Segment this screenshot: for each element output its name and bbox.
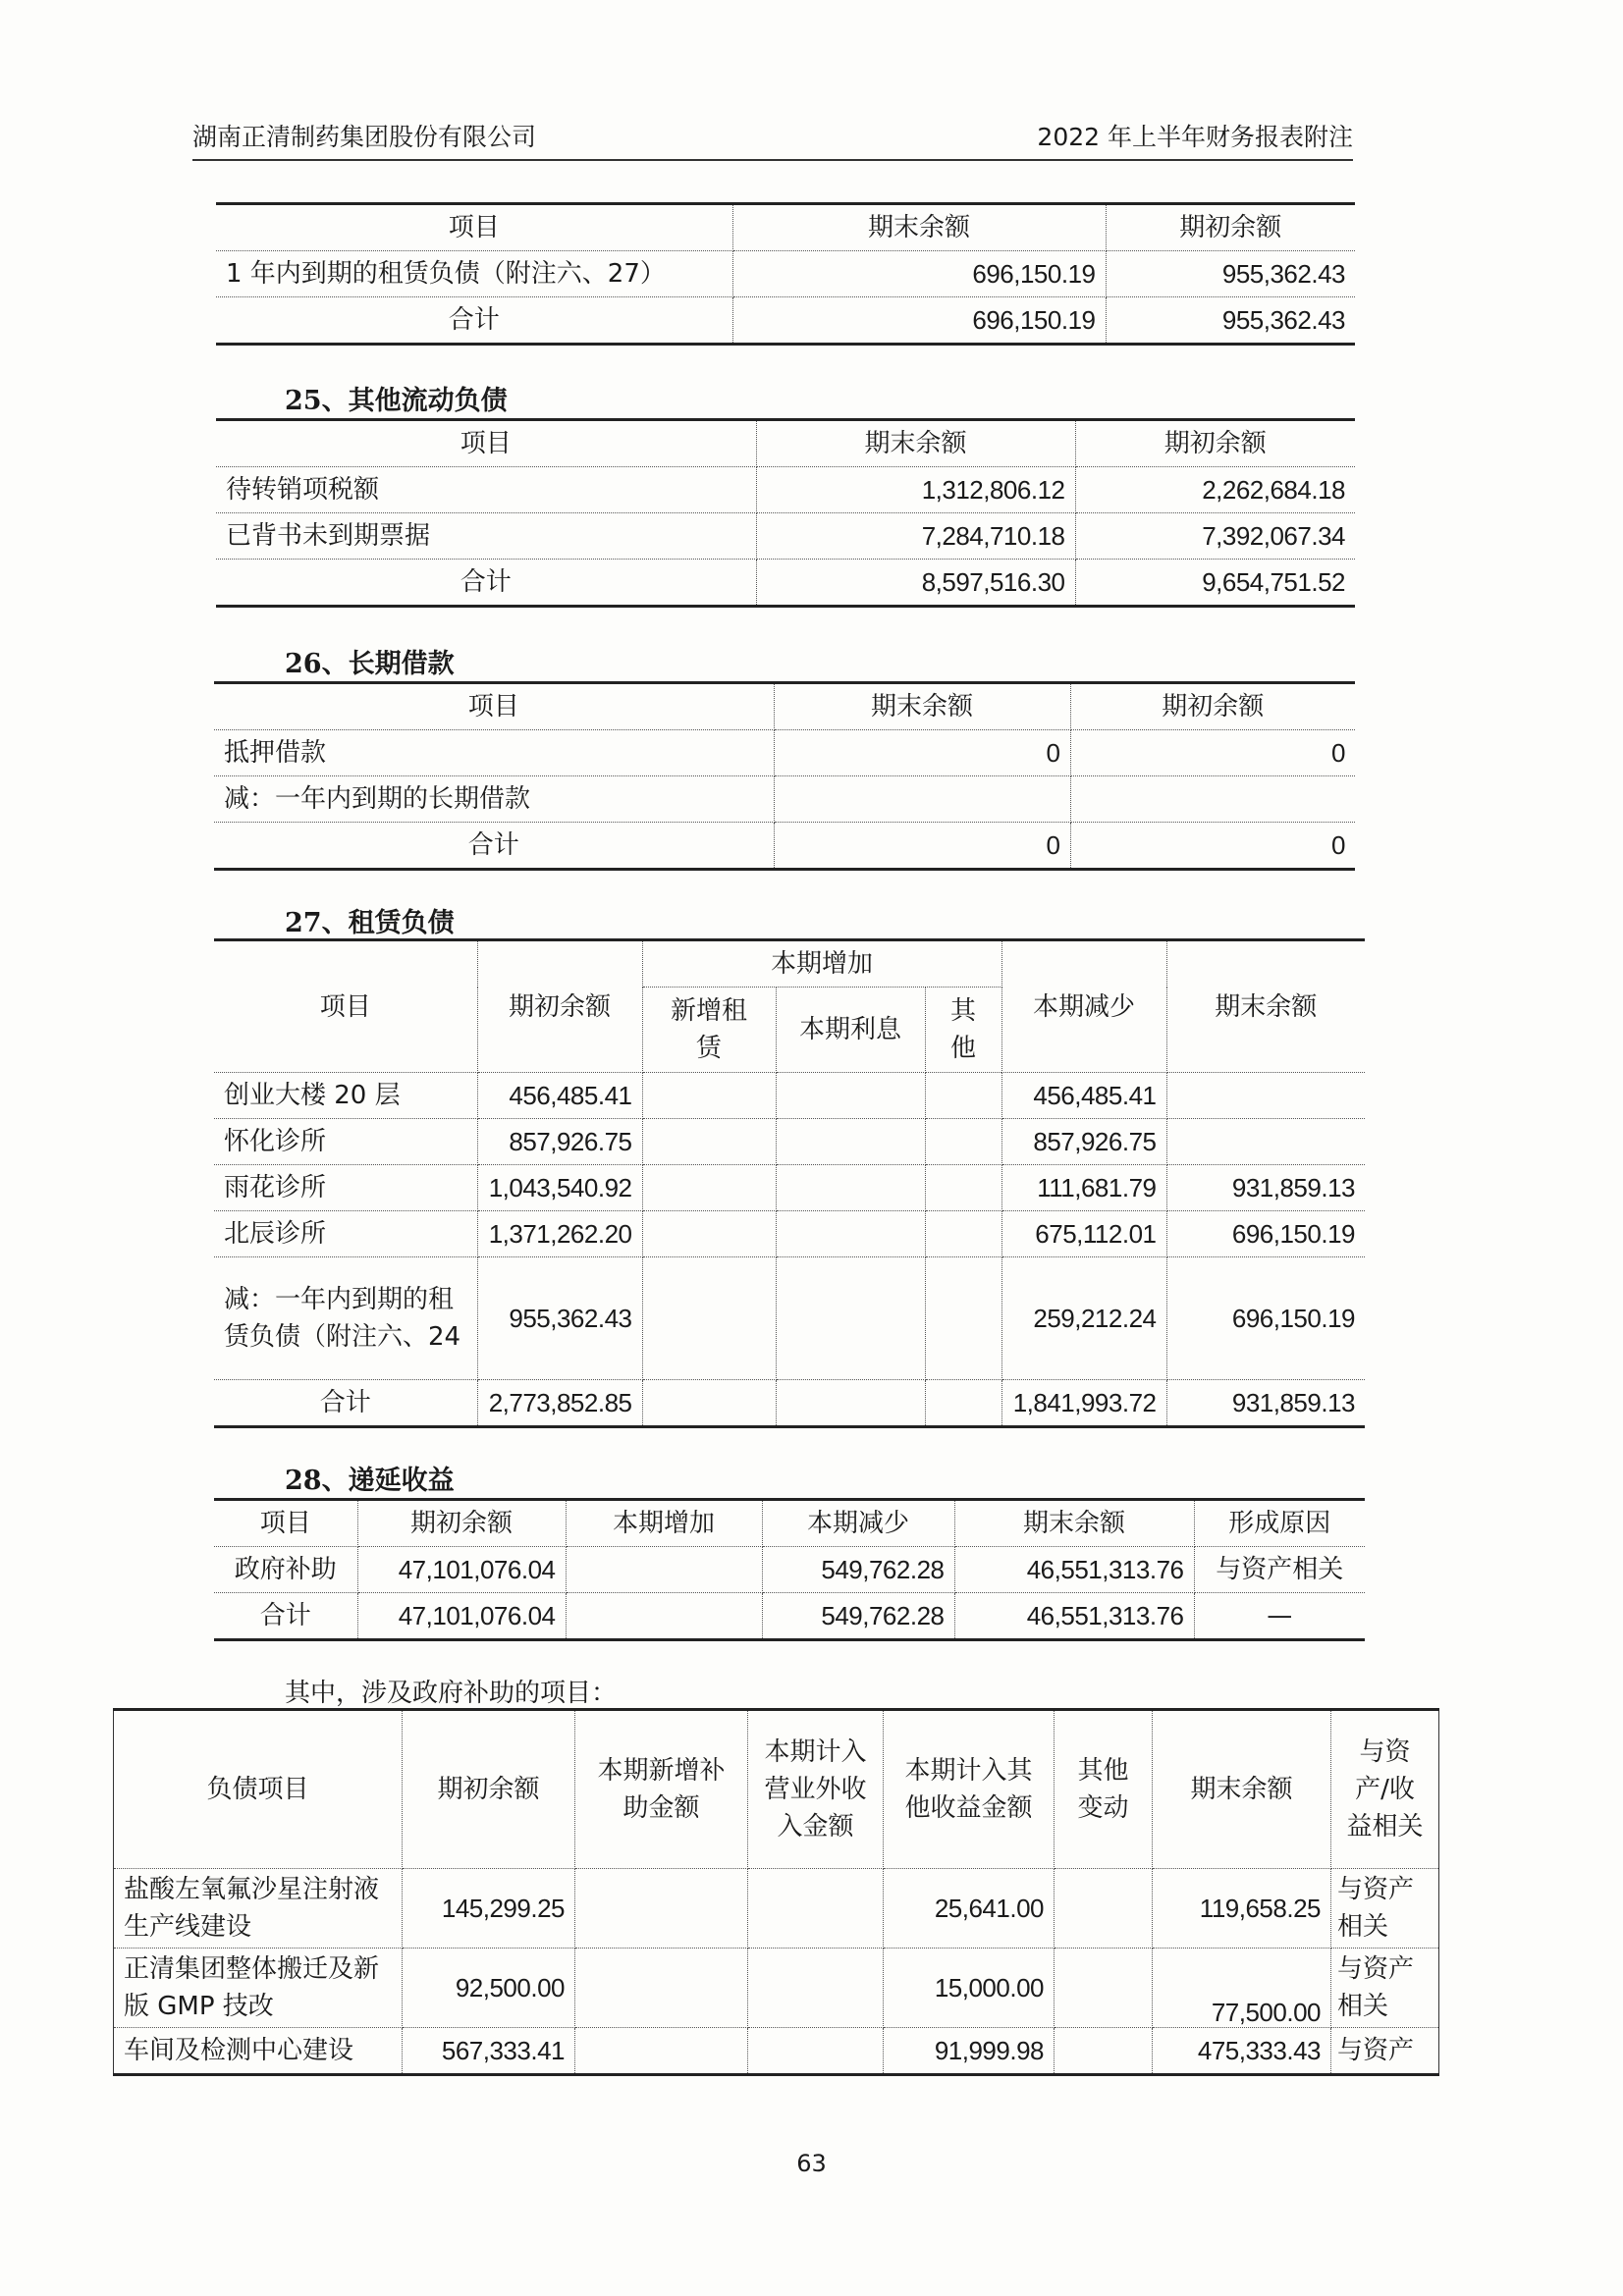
page-header <box>192 116 1353 161</box>
table-row <box>214 1257 1365 1380</box>
cell: 696,150.19 <box>1166 1211 1365 1257</box>
cell: 正清集团整体搬迁及新版 GMP 技改 <box>114 1949 403 2028</box>
cell: 1,371,262.20 <box>477 1211 642 1257</box>
table-row <box>214 823 1355 870</box>
gov-grant-note: 其中，涉及政府补助的项目： <box>285 1679 618 1708</box>
cell: 15,000.00 <box>884 1949 1055 2028</box>
cell <box>1166 1119 1365 1165</box>
cell <box>748 1869 884 1949</box>
col-header: 新增租赁 <box>642 988 776 1073</box>
cell: 931,859.13 <box>1166 1165 1365 1211</box>
cell: 合计 <box>214 1380 477 1427</box>
col-header: 期末余额 <box>1153 1710 1331 1869</box>
cell <box>925 1380 1001 1427</box>
cell <box>1055 1869 1153 1949</box>
report-title: 2022 年上半年财务报表附注 <box>1037 123 1353 151</box>
cell: 47,101,076.04 <box>357 1547 566 1593</box>
cell: 456,485.41 <box>1001 1073 1166 1119</box>
cell <box>642 1165 776 1211</box>
table-header-row <box>114 1710 1439 1869</box>
cell: — <box>1194 1593 1365 1640</box>
cell <box>1055 1949 1153 2028</box>
cell: 盐酸左氧氟沙星注射液生产线建设 <box>114 1869 403 1949</box>
cell: 8,597,516.30 <box>756 560 1075 607</box>
cell: 雨花诊所 <box>214 1165 477 1211</box>
cell <box>566 1547 762 1593</box>
cell: 政府补助 <box>214 1547 357 1593</box>
table-24 <box>216 202 1355 346</box>
cell: 475,333.43 <box>1153 2028 1331 2075</box>
cell: 合计 <box>216 560 756 607</box>
cell: 46,551,313.76 <box>954 1593 1194 1640</box>
cell: 怀化诊所 <box>214 1119 477 1165</box>
table-row <box>114 2028 1439 2075</box>
col-header: 本期增加 <box>642 940 1001 988</box>
cell <box>776 1165 925 1211</box>
table-government-grants <box>113 1708 1439 2076</box>
cell: 675,112.01 <box>1001 1211 1166 1257</box>
table-row <box>214 1165 1365 1211</box>
cell <box>642 1119 776 1165</box>
cell: 259,212.24 <box>1001 1257 1166 1380</box>
table-row <box>216 513 1355 560</box>
col-header: 项目 <box>214 940 477 1073</box>
cell <box>776 1257 925 1380</box>
col-header: 本期计入营业外收入金额 <box>748 1710 884 1869</box>
col-header: 项目 <box>216 420 756 467</box>
table-row <box>216 297 1355 345</box>
cell: 待转销项税额 <box>216 467 756 513</box>
col-header: 本期利息 <box>776 988 925 1073</box>
table-row <box>214 1073 1365 1119</box>
cell: 7,284,710.18 <box>756 513 1075 560</box>
table-row <box>216 251 1355 297</box>
cell: 955,362.43 <box>1106 251 1355 297</box>
cell: 696,150.19 <box>732 297 1106 345</box>
cell <box>575 2028 748 2075</box>
cell: 857,926.75 <box>477 1119 642 1165</box>
cell <box>1166 1073 1365 1119</box>
cell: 抵押借款 <box>214 730 774 776</box>
col-header: 项目 <box>216 204 732 251</box>
cell: 与资产相关 <box>1331 1869 1439 1949</box>
cell <box>1070 776 1355 823</box>
col-header: 本期减少 <box>1001 940 1166 1073</box>
cell <box>575 1949 748 2028</box>
section-title-27: 27、租赁负债 <box>285 908 455 938</box>
cell: 合计 <box>214 823 774 870</box>
cell: 25,641.00 <box>884 1869 1055 1949</box>
cell: 549,762.28 <box>762 1593 954 1640</box>
cell: 145,299.25 <box>403 1869 575 1949</box>
cell: 减：一年内到期的租赁负债（附注六、24 <box>214 1257 477 1380</box>
company-name: 湖南正清制药集团股份有限公司 <box>192 123 537 151</box>
col-header: 本期减少 <box>762 1500 954 1547</box>
cell: 0 <box>774 823 1070 870</box>
cell: 已背书未到期票据 <box>216 513 756 560</box>
cell: 92,500.00 <box>403 1949 575 2028</box>
cell <box>776 1211 925 1257</box>
cell <box>925 1165 1001 1211</box>
cell: 955,362.43 <box>1106 297 1355 345</box>
col-header: 期初余额 <box>477 940 642 1073</box>
col-header: 项目 <box>214 1500 357 1547</box>
cell: 47,101,076.04 <box>357 1593 566 1640</box>
cell: 0 <box>774 730 1070 776</box>
cell: 7,392,067.34 <box>1075 513 1355 560</box>
table-row <box>214 1593 1365 1640</box>
section-title-28: 28、递延收益 <box>285 1466 455 1496</box>
cell <box>642 1211 776 1257</box>
cell <box>1055 2028 1153 2075</box>
table-27 <box>214 938 1365 1428</box>
col-header: 期初余额 <box>357 1500 566 1547</box>
cell: 1,043,540.92 <box>477 1165 642 1211</box>
cell <box>925 1119 1001 1165</box>
cell: 车间及检测中心建设 <box>114 2028 403 2075</box>
cell: 111,681.79 <box>1001 1165 1166 1211</box>
col-header: 期初余额 <box>1106 204 1355 251</box>
cell <box>925 1073 1001 1119</box>
table-28 <box>214 1498 1365 1641</box>
table-row <box>216 560 1355 607</box>
cell: 119,658.25 <box>1153 1869 1331 1949</box>
table-header-row <box>216 420 1355 467</box>
cell: 46,551,313.76 <box>954 1547 1194 1593</box>
col-header: 与资产/收益相关 <box>1331 1710 1439 1869</box>
cell: 2,262,684.18 <box>1075 467 1355 513</box>
cell: 696,150.19 <box>732 251 1106 297</box>
col-header: 期初余额 <box>403 1710 575 1869</box>
col-header: 负债项目 <box>114 1710 403 1869</box>
table-25 <box>216 418 1355 608</box>
cell: 创业大楼 20 层 <box>214 1073 477 1119</box>
cell: 0 <box>1070 730 1355 776</box>
cell <box>642 1380 776 1427</box>
cell: 955,362.43 <box>477 1257 642 1380</box>
cell: 567,333.41 <box>403 2028 575 2075</box>
cell <box>566 1593 762 1640</box>
table-header-row <box>214 1500 1365 1547</box>
section-title-26: 26、长期借款 <box>285 649 455 679</box>
cell: 1 年内到期的租赁负债（附注六、27） <box>216 251 732 297</box>
table-row <box>216 467 1355 513</box>
cell <box>776 1073 925 1119</box>
cell: 77,500.00 <box>1153 1949 1331 2028</box>
table-header-row <box>216 204 1355 251</box>
cell: 0 <box>1070 823 1355 870</box>
cell: 9,654,751.52 <box>1075 560 1355 607</box>
cell: 减：一年内到期的长期借款 <box>214 776 774 823</box>
col-header: 期初余额 <box>1075 420 1355 467</box>
col-header: 期末余额 <box>756 420 1075 467</box>
col-header: 本期计入其他收益金额 <box>884 1710 1055 1869</box>
cell: 与资产 <box>1331 2028 1439 2075</box>
cell <box>776 1119 925 1165</box>
col-header: 期初余额 <box>1070 683 1355 730</box>
col-header: 本期增加 <box>566 1500 762 1547</box>
cell: 456,485.41 <box>477 1073 642 1119</box>
cell <box>925 1211 1001 1257</box>
col-header: 其他 <box>925 988 1001 1073</box>
cell: 2,773,852.85 <box>477 1380 642 1427</box>
cell: 合计 <box>214 1593 357 1640</box>
page-number: 63 <box>796 2150 827 2177</box>
cell: 合计 <box>216 297 732 345</box>
table-26 <box>214 681 1355 871</box>
col-header: 期末余额 <box>732 204 1106 251</box>
cell <box>925 1257 1001 1380</box>
col-header: 项目 <box>214 683 774 730</box>
table-row <box>214 776 1355 823</box>
cell <box>575 1869 748 1949</box>
cell: 北辰诊所 <box>214 1211 477 1257</box>
cell <box>642 1073 776 1119</box>
cell: 931,859.13 <box>1166 1380 1365 1427</box>
cell <box>748 1949 884 2028</box>
col-header: 期末余额 <box>774 683 1070 730</box>
table-row <box>214 1119 1365 1165</box>
cell: 857,926.75 <box>1001 1119 1166 1165</box>
cell <box>642 1257 776 1380</box>
cell: 549,762.28 <box>762 1547 954 1593</box>
col-header: 期末余额 <box>954 1500 1194 1547</box>
col-header: 本期新增补助金额 <box>575 1710 748 1869</box>
table-header-row <box>214 940 1365 988</box>
table-row <box>214 1380 1365 1427</box>
table-header-row <box>214 683 1355 730</box>
col-header: 形成原因 <box>1194 1500 1365 1547</box>
col-header: 期末余额 <box>1166 940 1365 1073</box>
cell: 1,841,993.72 <box>1001 1380 1166 1427</box>
cell: 与资产相关 <box>1331 1949 1439 2028</box>
cell: 91,999.98 <box>884 2028 1055 2075</box>
col-header: 其他变动 <box>1055 1710 1153 1869</box>
cell <box>748 2028 884 2075</box>
cell: 696,150.19 <box>1166 1257 1365 1380</box>
table-row <box>214 730 1355 776</box>
cell <box>774 776 1070 823</box>
table-row <box>114 1869 1439 1949</box>
cell: 与资产相关 <box>1194 1547 1365 1593</box>
table-row <box>114 1949 1439 2028</box>
cell <box>776 1380 925 1427</box>
section-title-25: 25、其他流动负债 <box>285 386 508 416</box>
table-row <box>214 1211 1365 1257</box>
cell: 1,312,806.12 <box>756 467 1075 513</box>
table-row <box>214 1547 1365 1593</box>
